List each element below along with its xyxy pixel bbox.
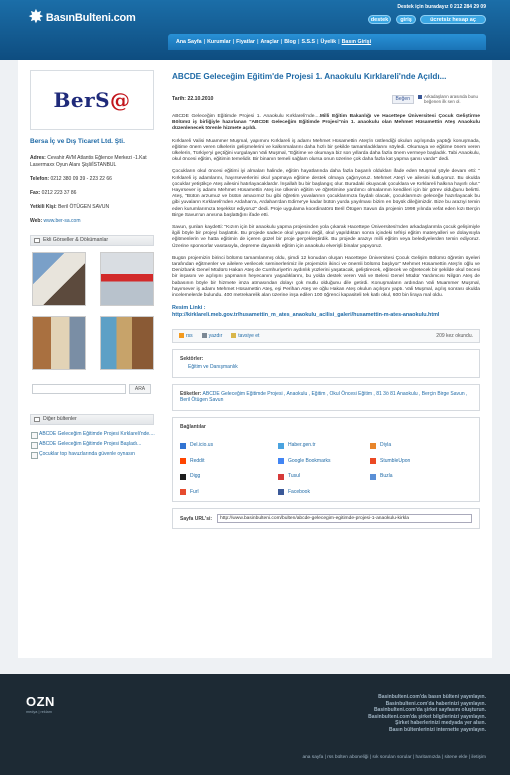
other-bulletins-header: Diğer bültenler bbox=[30, 414, 154, 425]
media-thumbnails bbox=[32, 252, 156, 370]
like-text: Arkadaşların arasında bunu beğenen ilk sen ol. bbox=[418, 94, 480, 104]
company-web-link[interactable]: www.ber-sa.com bbox=[43, 218, 81, 224]
share-site-icon bbox=[180, 474, 186, 480]
recommend-link[interactable]: tavsiye et bbox=[231, 333, 259, 339]
company-logo: BerS@ bbox=[30, 70, 154, 130]
article-meta bbox=[172, 94, 480, 104]
company-fax: 0212 223 37 86 bbox=[41, 190, 77, 196]
share-links-box: Bağlantılar Del.icio.us Haber.gen.tr Diyla Reddit Google Bookmarks StumbleUpon Digg Tusul Buzla Furl Facebook bbox=[172, 417, 480, 503]
other-bulletins-list bbox=[30, 431, 157, 457]
paragraph: Çocukların okul öncesi eğitimi iyi almaları halinde, eğitim hayatlarında daha fazla başarılı oldukları ifade eden Muşmal şöyle devam etti: " Kırklareli iş adamlarını, hayırseverlerini okul yapmaya eğitime destek olmaya çağırıyoruz. Mehmet Ateş'i ve ailesini kutluyoruz. Bu okulda çocuklar yetiştikçe Ateş ailesini hatırlayacaklardır. İnşallah bu bir başlangıç olur. Buradaki okuyacak çocuklara ve Kırklareli halkına hayırlı olur." Hayırsever iş adamı Mehmet Hüsamettin Ateş ise ülkenin eğitim ve öğretimine yardımcı olmalarının kendileri için bir görev olduğunu belirtti. Ateş, "Bütün arzumuz ve bütün amacımız bu gibi öğretim yuvalarının çocuklarımıza faydalı olacak, çocuklarımızı geleceğe hazırlayacak bu gibi yuvaların Kırklareli'nden Ardahan'a, Ardahan'dan Edirne'ye kadar bütün yurda yayılması bizim en büyük dileğimizdir. Bize bu arazıyi temin eden kurumlarımıza teşekkür ediyoruz" dedi. Proje uygulama koordinatörü Beril Ötügen Savun da projenin 1998 yılında vefat eden kızı Berçin Birge Savun'un anısına başlattığını ifade etti. bbox=[172, 169, 480, 218]
thumbnail[interactable] bbox=[32, 252, 86, 306]
main-nav: Ana Sayfa | Kurumlar | Fiyatlar | Araçlar | Blog | S.S.S | Üyelik | Basın Girişi bbox=[168, 34, 486, 50]
sidebar bbox=[26, 66, 157, 461]
share-link[interactable]: StumbleUpon bbox=[370, 458, 470, 465]
company-name[interactable]: Bersa İç ve Dış Ticaret Ltd. Şti. bbox=[30, 138, 125, 145]
nav-companies[interactable]: Kurumlar bbox=[207, 39, 231, 45]
share-site-icon bbox=[278, 458, 284, 464]
page-url-field[interactable]: http://www.basinbulteni.com/bulten/abcde-gelecegim-egitimde-projesi-1-anaokulu-kirkla bbox=[217, 514, 472, 523]
nav-home[interactable]: Ana Sayfa bbox=[176, 39, 202, 45]
share-link[interactable]: Facebook bbox=[278, 489, 370, 496]
share-site-icon bbox=[370, 443, 376, 449]
site-header bbox=[0, 0, 510, 60]
free-account-button[interactable]: ücretsiz hesap aç bbox=[420, 15, 486, 24]
paragraph: Bugün projemizin birinci bölümü tamamlanmış oldu, şimdi 12 konudan oluşan Hacettepe Üniversitesi Çocuk Gelişim Bölümü öğretim üyeleri tarafından eğitmenler ve ailelere verilecek seminerlerimiz ile projemizin ikinci ve önemli bölümü başlıyor" Mehmet Hüsamettin Ateş'in oğlu ve Denizbank Genel Müdürü Hakan Ateş de Cumhuriyet'in aydınlık yüzlerini yaşatacak, geliştirecek, eğitecek ve öğretecek bir şekilde okul öncesi bir inşasını ve açılışını yapmanın heyecanını yaşadıklarını, bu yolda destek veren Vali ve Belesi Genel Müdür Yardımcısı Nilgün Ateş de babasının böyle bir hizmete imza atmasından dolayı çok mutlu olduğunu dile getirdi. Konuşmaların ardından Vali Muammer Muşmal, hayırsever iş adamı Mehmet Hüsamettin Ateş, eşi Perihan Ateş ve oğlu Hakan Ateş okulun açılışını yaptı. Vali Muşmal, açılış sonrası okulda incelemelerde bulundu. 400 metrekarelik alan üzerine inşa edilen 100 öğrenci kapasiteli tek katlı okul, 600 bin liraya mal oldu. bbox=[172, 255, 480, 299]
share-link[interactable]: Del.icio.us bbox=[180, 442, 278, 449]
share-link[interactable]: Digg bbox=[180, 473, 278, 480]
rss-link[interactable]: rss bbox=[179, 333, 193, 339]
share-link[interactable]: Reddit bbox=[180, 458, 278, 465]
share-site-icon bbox=[180, 443, 186, 449]
share-link[interactable]: Diyla bbox=[370, 442, 470, 449]
mail-icon bbox=[231, 333, 236, 338]
tag-links[interactable]: ABCDE Geleceğim Eğitimde Projesi , Anaokulu , Eğitim , Okul Öncesi Eğitim , 81 3ö 81 Anaokulu , Berçin Birge Savun , Beril Ötügen Savun bbox=[180, 390, 468, 404]
footer-brand[interactable]: OZN medya | reklam bbox=[26, 694, 55, 714]
share-link[interactable]: Haber.gen.tr bbox=[278, 442, 370, 449]
thumbnail[interactable] bbox=[100, 316, 154, 370]
nav-faq[interactable]: S.S.S bbox=[301, 39, 316, 45]
sectors-box: Sektörler: Eğitim ve Danışmanlık bbox=[172, 349, 480, 378]
album-label: Resim Linki : bbox=[172, 305, 206, 312]
site-logo[interactable] bbox=[28, 8, 136, 27]
footer-promo-text: Basinbulteni.com'da basın bülteni yayınlayın. Basinbulteni.com'da haberinizi yayınlayın. Basinbulteni.com'da şirket sayfasını oluşturun. Basinbulteni.com'da şirket bilgilerinizi yayınlayın. Şirket haberlerinizi medyada yer alsın. Basın bültenlerinizi internette yayınlayın. bbox=[368, 694, 486, 733]
article-body: ABCDE Geleceğim Eğitimde Projesi 1. Anaokulu Kırklareli'nde....Milli Eğitim Bakanlığı ve Hacettepe Üniversitesi Çocuk Geliştirme Bölümü iş birliğiyle hazırlanan "ABCDE Geleceğim Eğitimde Projesi"nin 1. anaokulu olan Mehmet Hüsamettin Ateş Anaokulu düzenlenecek törenle hizmete açıldı. Kırklareli Valisi Muammer Muşmal, yapımını Kırklareli iş adamı Mehmet Hüsamettin Ateş'in üstlendiği okulun açılışında yaptığı konuşmada, eğitime önem veren ülkelerin gelişmelerini ve kalkınmalarını daha hızlı bir şekilde tamamladıklarını söyledi. Okumaya ve eğitime önem veren ülkelerin, Türkiye'yi geçtiğini vurgulayan Vali Muşmal, "Eğitime ve okumaya biz son yıllarda daha fazla önem vermeye başladık. Tabi Anaokulu, okul öncesi eğitim, eğitimin temelidir. Bir binanın temeli sağlam olursa onun üzerine çok daha fazla kat yapma şansı vardır" dedi. Çocukların okul öncesi eğitimi iyi almaları halinde, eğitim hayatlarında daha fazla başarılı oldukları ifade eden Muşmal şöyle devam etti: " Kırklareli iş adamlarını, hayırseverlerini okul yapmaya eğitime destek olmaya çağırıyoruz. Mehmet Ateş'i ve ailesini kutluyoruz. Bu okulda çocuklar yetiştikçe Ateş ailesini hatırlayacaklardır. İnşallah bu bir başlangıç olur. Buradaki okuyacak çocuklara ve Kırklareli halkına hayırlı olur." Hayırsever iş adamı Mehmet Hüsamettin Ateş ise ülkenin eğitim ve öğretimine yardımcı olmalarının kendileri için bir görev olduğunu belirtti. Ateş, "Bütün arzumuz ve bütün amacımız bu gibi öğretim yuvalarının çocuklarımıza faydalı olacak, çocuklarımızı geleceğe hazırlayacak bu gibi yuvaların Kırklareli'nden Ardahan'a, Ardahan'dan Edirne'ye kadar bütün yurda yayılması bizim en büyük dileğimizdir. Bize bu arazıyi temin eden kurumlarımıza teşekkür ediyoruz" dedi. Proje uygulama koordinatörü Beril Ötügen Savun da projenin 1998 yılında vefat eden kızı Berçin Birge Savun'un anısına başlattığını ifade etti. Savun, şunları kaydetti: "Kızım için bir anaokulu yapma projesinden yola çıkarak Hacettepe Üniversitesi'nden arkadaşlarımla çocuk gelişimiyle ilgili böyle bir projeyi başlattık. Bu projede sadece okul yapımı değil, okul yapıldıktan sonra içindeki tefrişi eğitim materyalleri ve dolayısıyla eğitmenlerin ve hatta eğitimin de içeren güzel bir proje gerçekleştirdik. Bu projede arazıyı milli eğitim veya belediyelerden temin ediyoruz. Üzerine sponsorlar vasıtasıyla, depreme dayanıklı eğitim için anaokulu elverişli binalar yapıyoruz. Bugün projemizin birinci bölümü tamamlanmış oldu, şimdi 12 konudan oluşan Hacettepe Üniversitesi Çocuk Gelişim Bölümü öğretim üyeleri tarafından eğitmenler ve ailelere verilecek seminerlerimiz ile projemizin ikinci ve önemli bölümü başlıyor" Mehmet Hüsamettin Ateş'in oğlu ve Denizbank Genel Müdürü Hakan Ateş de Cumhuriyet'in aydınlık yüzlerini yaşatacak, geliştirecek, eğitecek ve öğretecek bir şekilde okul öncesi bir inşasını ve açılışını yapmanın heyecanını yaşadıklarını, bu yolda destek veren Vali ve Belesi Genel Müdür Yardımcısı Nilgün Ateş de babasının böyle bir hizmete imza atmasından dolayı çok mutlu olduğunu dile getirdi. Konuşmaların ardından Vali Muammer Muşmal, hayırsever iş adamı Mehmet Hüsamettin Ateş, eşi Perihan Ateş ve oğlu Hakan Ateş okulun açılışını yaptı. Vali Muşmal, açılış sonrası okulda incelemelerde bulundu. 400 metrekarelik alan üzerine inşa edilen 100 öğrenci kapasiteli tek katlı okul, 600 bin liraya mal oldu. Resim Linki : http://kirklareli.meb.gov.tr/husamettin_m_ates_anaokulu_acilisi_galeri/husamettin-m-ates-anaokulu.html bbox=[172, 114, 481, 318]
share-site-icon bbox=[278, 443, 284, 449]
paragraph: Savun, şunları kaydetti: "Kızım için bir anaokulu yapma projesinden yola çıkarak Hacettepe Üniversitesi'nden arkadaşlarımla çocuk gelişimiyle ilgili böyle bir projeyi başlattık. Bu projede sadece okul yapımı değil, okul yapıldıktan sonra içindeki tefrişi eğitim materyalleri ve dolayısıyla eğitmenlerin ve hatta eğitimin de içeren güzel bir proje gerçekleştirdik. Bu projede arazıyı milli eğitim veya belediyelerden temin ediyoruz. Üzerine sponsorlar vasıtasıyla, depreme dayanıklı eğitim için anaokulu elverişli binalar yapıyoruz. bbox=[172, 225, 480, 249]
share-site-icon bbox=[180, 458, 186, 464]
thumbnail[interactable] bbox=[32, 316, 86, 370]
support-button[interactable]: destek bbox=[368, 15, 391, 24]
page-url-row: Sayfa URL'si: http://www.basinbulteni.com/bulten/abcde-gelecegim-egitimde-projesi-1-anaokulu-kirkla bbox=[172, 508, 480, 529]
company-info: Adres: Cevahir AVM Atlantis Eğlence Merkezi -1.Kat Lasermaxx Oyun Alanı Şişli/İSTANBUL Telefon: 0212 380 09 39 - 223 22 66 Fax: 0212 223 37 86 Yetkili Kişi: Beril ÖTÜGEN SAVUN Web: www.ber-sa.com bbox=[30, 155, 147, 224]
support-phone: Destek için buradayız 0 212 284 29 09 bbox=[397, 4, 486, 10]
print-link[interactable]: yazdır bbox=[202, 333, 223, 339]
company-phone: 0212 380 09 39 - 223 22 66 bbox=[50, 176, 112, 182]
list-item[interactable]: ABCDE Geleceğim Eğitimde Projesi Kırklareli'nde.... bbox=[30, 431, 157, 437]
thumbnail[interactable] bbox=[100, 252, 154, 306]
share-link[interactable]: Furl bbox=[180, 489, 278, 496]
sidebar-search bbox=[32, 384, 157, 394]
share-site-icon bbox=[278, 489, 284, 495]
company-address: Cevahir AVM Atlantis Eğlence Merkezi -1.Kat Lasermaxx Oyun Alanı Şişli/İSTANBUL bbox=[30, 155, 147, 168]
share-site-icon bbox=[370, 458, 376, 464]
search-input[interactable] bbox=[32, 384, 126, 394]
footer-links[interactable]: ana sayfa | rss bülten aboneliği | sık sorulan sorular | haritamızda | sitene ekle | iletişim bbox=[302, 755, 486, 760]
search-button[interactable]: ARA bbox=[129, 384, 151, 394]
site-footer bbox=[0, 674, 510, 775]
company-contact: Beril ÖTÜGEN SAVUN bbox=[58, 204, 110, 210]
nav-membership[interactable]: Üyelik bbox=[320, 39, 337, 45]
image-icon bbox=[34, 238, 40, 243]
runner-icon: ✸ bbox=[28, 7, 44, 28]
nav-blog[interactable]: Blog bbox=[284, 39, 296, 45]
nav-press-login[interactable]: Basın Girişi bbox=[341, 39, 372, 45]
print-icon bbox=[202, 333, 207, 338]
share-site-icon bbox=[278, 474, 284, 480]
paragraph: Kırklareli Valisi Muammer Muşmal, yapımını Kırklareli iş adamı Mehmet Hüsamettin Ateş'in üstlendiği okulun açılışında yaptığı konuşmada, eğitime önem veren ülkelerin gelişmelerini ve kalkınmalarını daha hızlı bir şekilde tamamladıklarını söyledi. Okumaya ve eğitime önem veren ülkelerin, Türkiye'yi geçtiğini vurgulayan Vali Muşmal, "Eğitime ve okumaya biz son yıllarda daha fazla önem vermeye başladık. Tabi Anaokulu, okul öncesi eğitim, eğitimin temelidir. Bir binanın temeli sağlam olursa onun üzerine çok daha fazla kat yapma şansı vardır" dedi. bbox=[172, 138, 480, 163]
view-count: 209 kez okundu. bbox=[436, 332, 473, 339]
share-link[interactable]: Google Bookmarks bbox=[278, 458, 370, 465]
list-item[interactable]: Çocuklar top havuzlarında güvenle oynasın bbox=[30, 451, 157, 457]
share-link[interactable]: Tusul bbox=[278, 473, 370, 480]
article bbox=[172, 66, 480, 529]
nav-tools[interactable]: Araçlar bbox=[260, 39, 279, 45]
article-date: Tarih: 22.10.2010 bbox=[172, 96, 214, 102]
share-site-icon bbox=[180, 489, 186, 495]
login-button[interactable]: giriş bbox=[396, 15, 416, 24]
search-icon bbox=[34, 417, 40, 422]
media-panel-header: Ekli Görseller & Dökümanlar bbox=[30, 235, 154, 246]
nav-prices[interactable]: Fiyatlar bbox=[236, 39, 255, 45]
share-site-icon bbox=[370, 474, 376, 480]
rss-icon bbox=[179, 333, 184, 338]
share-link[interactable]: Buzla bbox=[370, 473, 470, 480]
site-name: BasınBulteni.com bbox=[45, 11, 136, 24]
article-title: ABCDE Geleceğim Eğitim'de Projesi 1. Anaokulu Kırklareli'nde Açıldı... bbox=[172, 72, 447, 81]
list-item[interactable]: ABCDE Geleceğim Eğitimde Projesi Başladı... bbox=[30, 441, 157, 447]
like-button[interactable]: Beğen bbox=[392, 95, 414, 104]
share-links bbox=[180, 442, 472, 495]
tags-box: Etiketler: ABCDE Geleceğim Eğitimde Projesi , Anaokulu , Eğitim , Okul Öncesi Eğitim , 81 3ö 81 Anaokulu , Berçin Birge Savun , Beril Ötügen Savun bbox=[172, 384, 480, 411]
album-link[interactable]: http://kirklareli.meb.gov.tr/husamettin_m_ates_anaokulu_acilisi_galeri/husamettin-m-ates-anaokulu.html bbox=[172, 311, 440, 318]
article-toolbar bbox=[172, 329, 480, 343]
sector-link[interactable]: Eğitim ve Danışmanlık bbox=[188, 364, 238, 371]
